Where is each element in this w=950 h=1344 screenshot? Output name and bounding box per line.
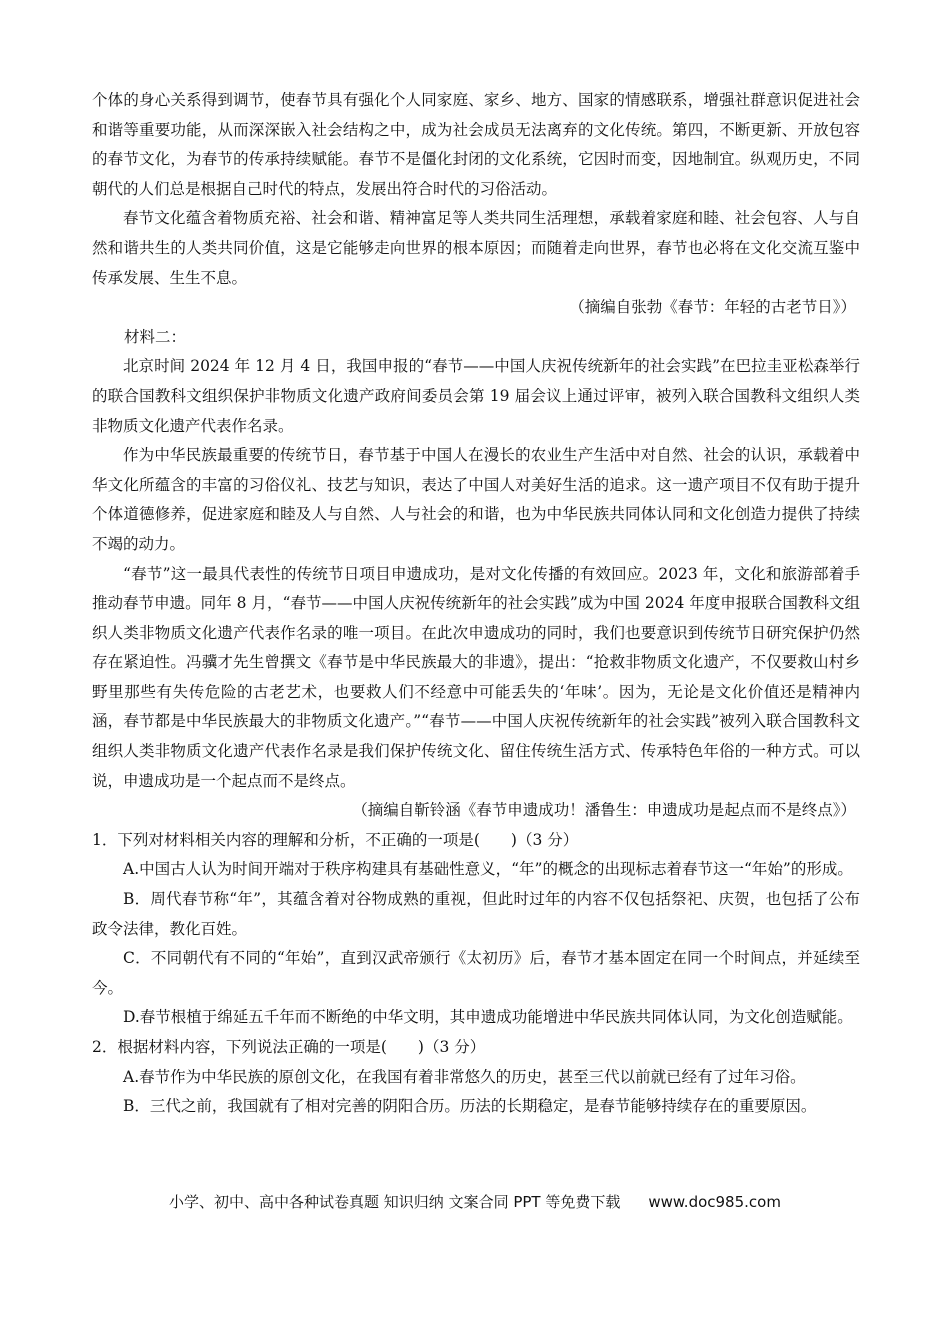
material2-source: （摘编自靳铃涵《春节申遗成功！潘鲁生：申遗成功是起点而不是终点》） [352, 801, 856, 820]
footer-text: 小学、初中、高中各种试卷真题 知识归纳 文案合同 PPT 等免费下载 [169, 1193, 621, 1211]
page-content [92, 86, 860, 1122]
footer-site-link[interactable]: www.doc985.com [648, 1193, 781, 1211]
page-footer [0, 1191, 950, 1212]
question-stem: 1．下列对材料相关内容的理解和分析，不正确的一项是( )（3 分） [92, 830, 579, 849]
question-option: B．周代春节称“年”，其蕴含着对谷物成熟的重视，但此时过年的内容不仅包括祭祀、庆贺，也包括了公布政令法律，教化百姓。 [92, 890, 860, 938]
material1-continuation: 个体的身心关系得到调节，使春节具有强化个人同家庭、家乡、地方、国家的情感联系，增强社群意识促进社会和谐等重要功能，从而深深嵌入社会结构之中，成为社会成员无法离弃的文化传统。第四，不断更新、开放包容的春节文化，为春节的传承持续赋能。春节不是僵化封闭的文化系统，它因时而变，因地制宜。纵观历史，不同朝代的人们总是根据自己时代的特点，发展出符合时代的习俗活动。 [92, 91, 860, 198]
question-stem: 2．根据材料内容，下列说法正确的一项是( )（3 分） [92, 1038, 486, 1056]
question-option: C．不同朝代有不同的“年始”，直到汉武帝颁行《太初历》后，春节才基本固定在同一个时间点，并延续至今。 [92, 949, 860, 997]
question-1 [92, 826, 860, 1033]
material2-paragraph: 作为中华民族最重要的传统节日，春节基于中国人在漫长的农业生产生活中对自然、社会的认识，承载着中华文化所蕴含的丰富的习俗仪礼、技艺与知识，表达了中国人对美好生活的追求。这一遗产项目不仅有助于提升个体道德修养，促进家庭和睦及人与自然、人与社会的和谐，也为中华民族共同体认同和文化创造力提供了持续不竭的动力。 [92, 446, 860, 553]
question-option: B．三代之前，我国就有了相对完善的阴阳合历。历法的长期稳定，是春节能够持续存在的重要原因。 [123, 1097, 817, 1116]
question-2 [92, 1033, 860, 1122]
question-option: A.中国古人认为时间开端对于秩序构建具有基础性意义，“年”的概念的出现标志着春节这一“年始”的形成。 [123, 860, 853, 879]
material2-paragraph: “春节”这一最具代表性的传统节日项目申遗成功，是对文化传播的有效回应。2023 年，文化和旅游部着手推动春节申遗。同年 8 月，“春节——中国人庆祝传统新年的社会实践”成为中国 2024 年度申报联合国教科文组织人类非物质文化遗产代表作名录的唯一项目。在此次申遗成功的同时，我们也要意识到传统节日研究保护仍然存在紧迫性。冯骥才先生曾撰文《春节是中华民族最大的非遗》，提出：“抢救非物质文化遗产，不仅要救山村乡野里那些有失传危险的古老艺术，也要救人们不经意中可能丢失的‘年味’。因为，无论是文化价值还是精神内涵，春节都是中华民族最大的非物质文化遗产。”“春节——中国人庆祝传统新年的社会实践”被列入联合国教科文组织人类非物质文化遗产代表作名录是我们保护传统文化、留住传统生活方式、传承特色年俗的一种方式。可以说，申遗成功是一个起点而不是终点。 [92, 564, 860, 790]
material1-conclusion: 春节文化蕴含着物质充裕、社会和谐、精神富足等人类共同生活理想，承载着家庭和睦、社会包容、人与自然和谐共生的人类共同价值，这是它能够走向世界的根本原因；而随着走向世界，春节也必将在文化交流互鉴中传承发展、生生不息。 [92, 209, 860, 287]
question-option: D.春节根植于绵延五千年而不断绝的中华文明，其申遗成功能增进中华民族共同体认同，为文化创造赋能。 [123, 1008, 853, 1027]
material2-paragraph: 北京时间 2024 年 12 月 4 日，我国申报的“春节——中国人庆祝传统新年的社会实践”在巴拉圭亚松森举行的联合国教科文组织保护非物质文化遗产政府间委员会第 19 届会议上通过评审，被列入联合国教科文组织人类非物质文化遗产代表作名录。 [92, 357, 860, 435]
material1-source: （摘编自张勃《春节：年轻的古老节日》） [569, 298, 856, 317]
material2-label: 材料二： [124, 327, 187, 346]
question-option: A.春节作为中华民族的原创文化，在我国有着非常悠久的历史，甚至三代以前就已经有了过年习俗。 [123, 1067, 806, 1086]
